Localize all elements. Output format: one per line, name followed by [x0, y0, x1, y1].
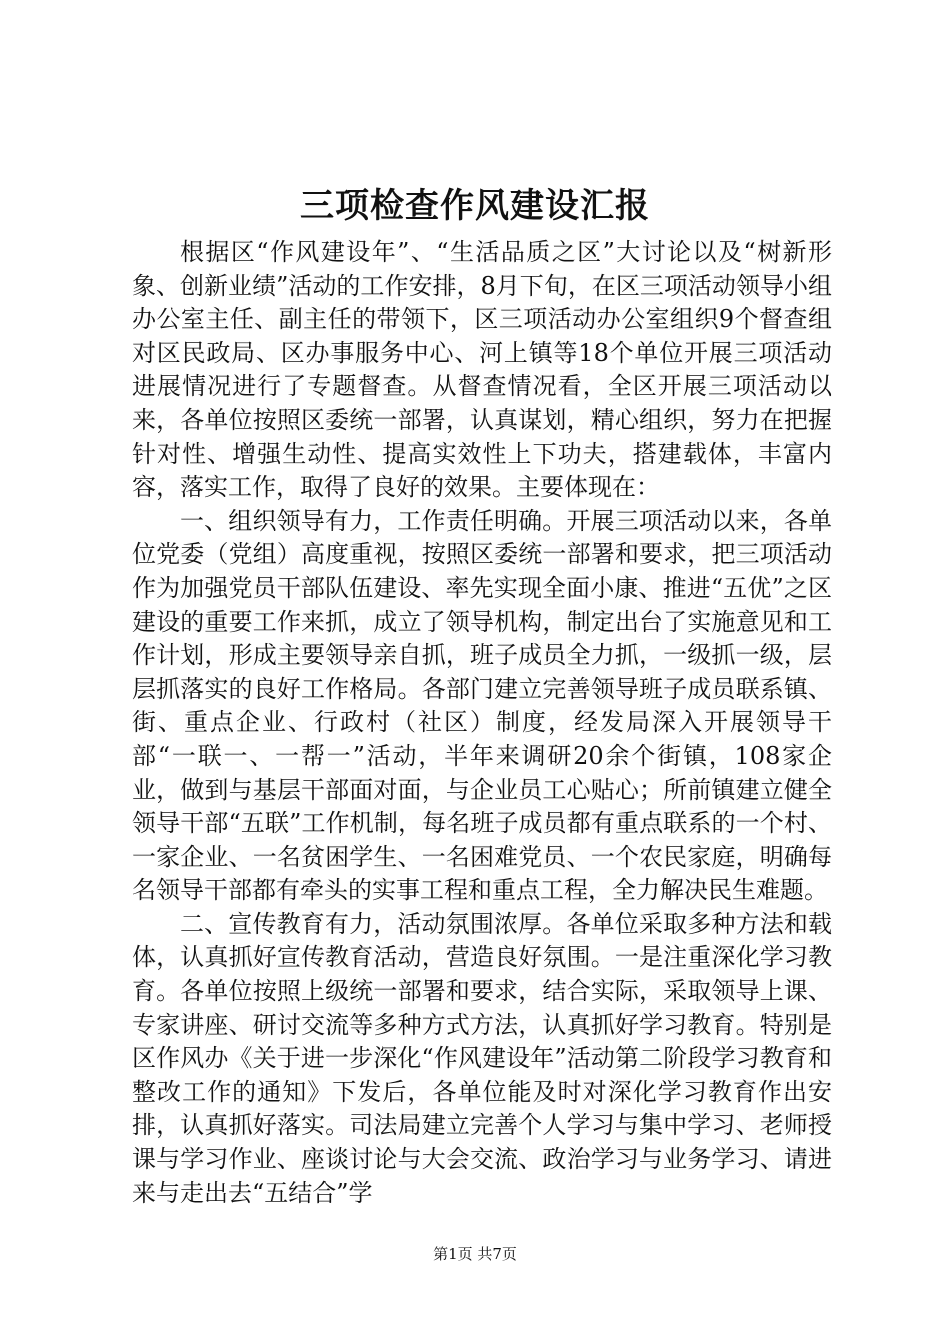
paragraph-intro: 根据区“作风建设年”、“生活品质之区”大讨论以及“树新形象、创新业绩”活动的工作安排，8月下旬，在区三项活动领导小组办公室主任、副主任的带领下，区三项活动办公室组织9个督查组对区民政局、区办事服务中心、河上镇等18个单位开展三项活动进展情况进行了专题督查。从督查情况看，全区开展三项活动以来，各单位按照区委统一部署，认真谋划，精心组织，努力在把握针对性、增强生动性、提高实效性上下功夫，搭建载体，丰富内容，落实工作，取得了良好的效果。主要体现在：: [132, 238, 832, 502]
paragraph-section-1: 一、组织领导有力，工作责任明确。开展三项活动以来，各单位党委（党组）高度重视，按照区委统一部署和要求，把三项活动作为加强党员干部队伍建设、率先实现全面小康、推进“五优”之区建设的重要工作来抓，成立了领导机构，制定出台了实施意见和工作计划，形成主要领导亲自抓，班子成员全力抓，一级抓一级，层层抓落实的良好工作格局。各部门建立完善领导班子成员联系镇、街、重点企业、行政村（社区）制度，经发局深入开展领导干部“一联一、一帮一”活动，半年来调研20余个街镇，108家企业，做到与基层干部面对面，与企业员工心贴心；所前镇建立健全领导干部“五联”工作机制，每名班子成员都有重点联系的一个村、一家企业、一名贫困学生、一名困难党员、一个农民家庭，明确每名领导干部都有牵头的实事工程和重点工程，全力解决民生难题。: [132, 506, 832, 905]
paragraph-section-2: 二、宣传教育有力，活动氛围浓厚。各单位采取多种方法和载体，认真抓好宣传教育活动，营造良好氛围。一是注重深化学习教育。各单位按照上级统一部署和要求，结合实际，采取领导上课、专家讲座、研讨交流等多种方式方法，认真抓好学习教育。特别是区作风办《关于进一步深化“作风建设年”活动第二阶段学习教育和整改工作的通知》下发后，各单位能及时对深化学习教育作出安排，认真抓好落实。司法局建立完善个人学习与集中学习、老师授课与学习作业、座谈讨论与大会交流、政治学习与业务学习、请进来与走出去“五结合”学: [132, 909, 832, 1207]
document-title: 三项检查作风建设汇报: [300, 186, 650, 226]
document-body: [132, 236, 832, 1210]
page-number-footer: 第1页 共7页: [433, 1245, 517, 1263]
